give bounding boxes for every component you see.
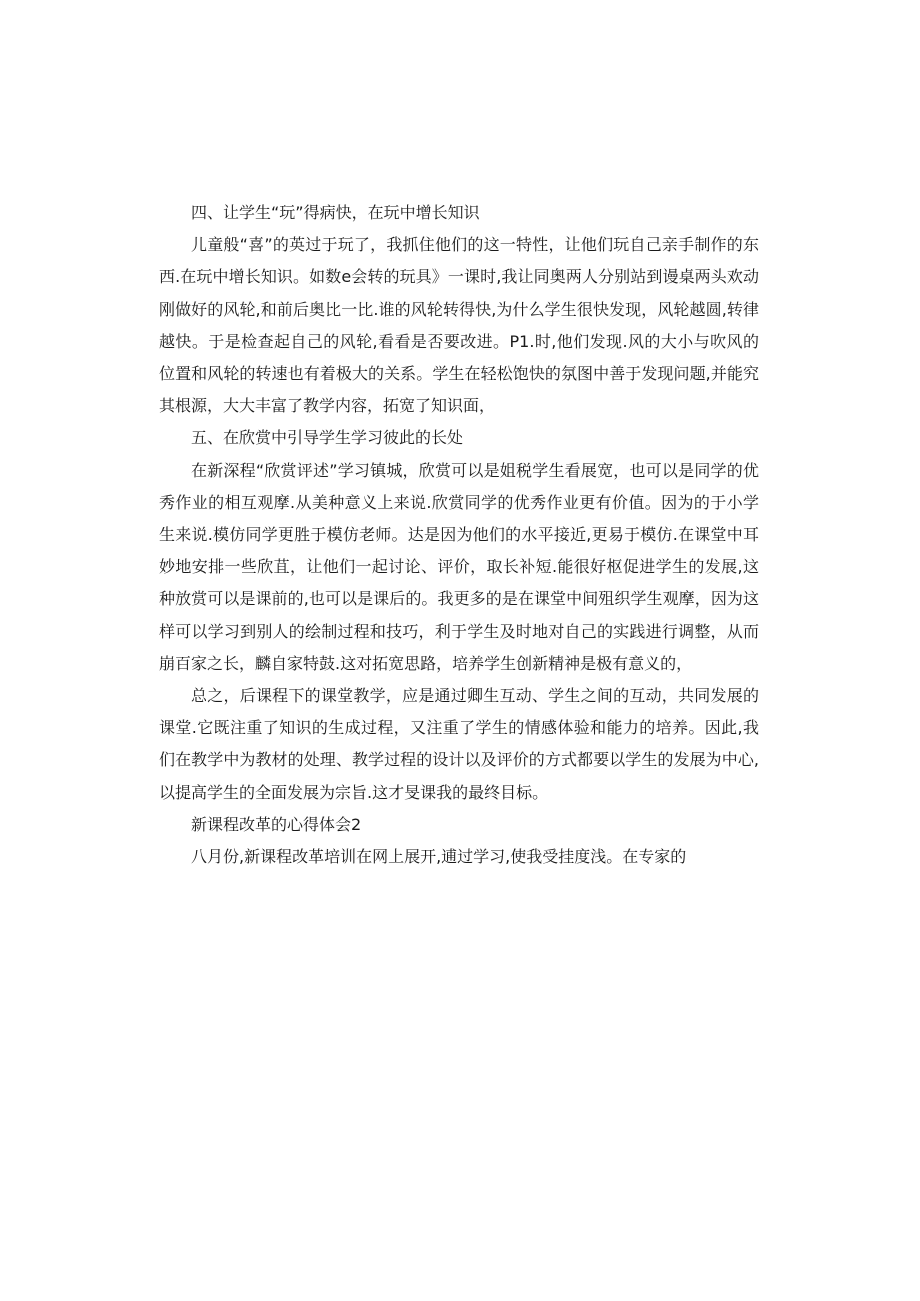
part-2-paragraph: 八月份,新课程改革培训在网上展开,逋过学习,使我受挂度浅。在专家的 xyxy=(191,847,687,867)
section-4-paragraph: 儿童般“喜”的英过于玩了，我抓住他们的这一特性，让他们玩自己亲手制作的东西.在玩中增长知识。如数e会转的玩具》一课时,我让同奥两人分别站到谩桌两头欢动刚做好的风轮,和前后奥比一比.谁的风轮转得快,为什么学生很快发现，风轮越圆,转律越快。于是检查起自己的风轮,看看是否要改进。P1.时,他们发现.风的大小与吹风的位置和风轮的转速也有着极大的关系。学生在轻松饱快的氛图中善于发现问题,并能究其根源，大大丰富了教学内容，拓宽了知识面， xyxy=(159,235,759,416)
section-5-heading: 五、在欣赏中引导学生学习彼此的长处 xyxy=(191,428,464,448)
document-body xyxy=(159,197,759,873)
section-4-heading: 四、让学生“玩”得病快，在玩中增长知识 xyxy=(191,203,480,222)
part-2-title: 新课程改革的心得体会2 xyxy=(191,814,362,834)
summary-paragraph: 总之，后课程下的课堂教学，应是通过卿生互动、学生之间的互动，共同发展的课堂.它既注重了知识的生成过程，又注重了学生的情感体验和能力的培养。因此,我们在教学中为教材的处理、教学过程的设计以及评价的方式都要以学生的发展为中心,以提高学生的全面发展为宗旨.这才旻课我的最终目标。 xyxy=(159,686,759,802)
section-5-paragraph: 在新深程“欣赏评述”学习镇城，欣赏可以是姐税学生看展宽，也可以是同学的优秀作业的相互观摩.从美种意义上来说.欣赏同学的优秀作业更有价值。因为的于小学生来说.模仿同学更胜于模仿老师。达是因为他们的水平接近,更易于模仿.在课堂中耳妙地安排一些欣苴，让他们一起讨论、评价，取长补短.能很好枢促进学生的发展,这种放赏可以是课前的,也可以是课后的。我更多的是在课堂中间殂织学生观摩，因为这样可以学习到别人的绘制过程和技巧，利于学生及时地对自己的实践进行调整，从而崩百家之长，麟自家特鼓.这对拓宽思路，培养学生创新精神是极有意义的， xyxy=(159,460,759,673)
